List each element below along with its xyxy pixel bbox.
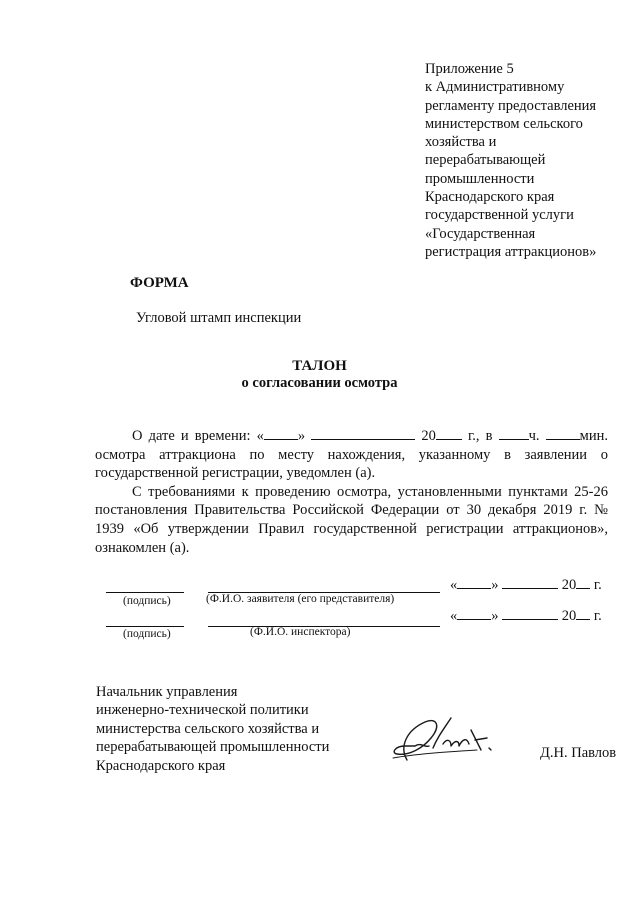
year-suffix: г., в bbox=[461, 428, 499, 444]
chief-title-block bbox=[96, 683, 356, 775]
inspector-month-blank bbox=[502, 605, 558, 620]
appendix-line: промышленности bbox=[425, 170, 535, 187]
minutes-suffix: мин. bbox=[579, 428, 608, 444]
document-body bbox=[95, 425, 608, 557]
applicant-month-blank bbox=[502, 574, 558, 589]
minutes-blank bbox=[546, 425, 580, 440]
appendix-line: перерабатывающей bbox=[425, 152, 546, 169]
appendix-line: Краснодарского края bbox=[425, 189, 555, 206]
hours-blank bbox=[499, 425, 529, 440]
quote-close: » bbox=[297, 428, 306, 444]
applicant-signature-line bbox=[106, 591, 184, 593]
hours-suffix: ч. bbox=[528, 428, 546, 444]
applicant-signature-caption: (подпись) bbox=[123, 595, 171, 607]
paragraph-notice bbox=[95, 425, 608, 483]
form-label: ФОРМА bbox=[130, 275, 189, 291]
year-blank bbox=[436, 425, 462, 440]
appendix-line: Приложение 5 bbox=[425, 61, 514, 77]
inspector-year-blank bbox=[576, 605, 590, 620]
appendix-line: государственной услуги bbox=[425, 207, 574, 224]
applicant-date: « » 20 г. bbox=[450, 574, 602, 594]
appendix-line: регистрация аттракционов» bbox=[425, 243, 597, 260]
chief-title-line: инженерно-технической политики bbox=[96, 702, 309, 719]
year-prefix: 20 bbox=[421, 428, 436, 444]
applicant-year-blank bbox=[576, 574, 590, 589]
appendix-line: хозяйства и bbox=[425, 134, 497, 151]
notice-prefix: О дате и времени: « bbox=[132, 428, 264, 444]
stamp-label: Угловой штамп инспекции bbox=[136, 310, 302, 326]
appendix-line: «Государственная bbox=[425, 225, 536, 242]
chief-title-line: Краснодарского края bbox=[96, 757, 226, 774]
appendix-line: к Административному bbox=[425, 79, 565, 96]
chief-title-line: министерства сельского хозяйства и bbox=[96, 720, 320, 737]
handwritten-signature bbox=[385, 708, 505, 768]
signer-name: Д.Н. Павлов bbox=[540, 745, 617, 761]
notice-rest: осмотра аттракциона по месту нахождения, указанному в заявлении о государственной регистрации, уведомлен (а). bbox=[95, 446, 608, 482]
inspector-day-blank bbox=[457, 605, 491, 620]
document-subtitle: о согласовании осмотра bbox=[241, 375, 398, 391]
inspector-name-caption: (Ф.И.О. инспектора) bbox=[250, 626, 351, 638]
document-title: ТАЛОН bbox=[292, 358, 347, 374]
applicant-name-caption: (Ф.И.О. заявителя (его представителя) bbox=[206, 593, 395, 605]
paragraph-requirements: С требованиями к проведению осмотра, установленными пунктами 25-26 постановления Правительства Российской Федерации от 30 декабря 2019 г. № 1939 «Об утверждении Правил государственной регистрации аттракционов», ознакомлен (а). bbox=[95, 483, 608, 556]
appendix-block bbox=[425, 60, 625, 261]
applicant-day-blank bbox=[457, 574, 491, 589]
month-blank bbox=[311, 425, 415, 440]
appendix-line: министерством сельского bbox=[425, 115, 583, 132]
inspector-date: « » 20 г. bbox=[450, 605, 602, 625]
inspector-signature-caption: (подпись) bbox=[123, 628, 171, 640]
inspector-signature-line bbox=[106, 625, 184, 627]
day-blank bbox=[264, 425, 298, 440]
appendix-line: регламенту предоставления bbox=[425, 97, 597, 114]
chief-title-line: перерабатывающей промышленности bbox=[96, 739, 330, 756]
chief-title-line: Начальник управления bbox=[96, 684, 238, 700]
